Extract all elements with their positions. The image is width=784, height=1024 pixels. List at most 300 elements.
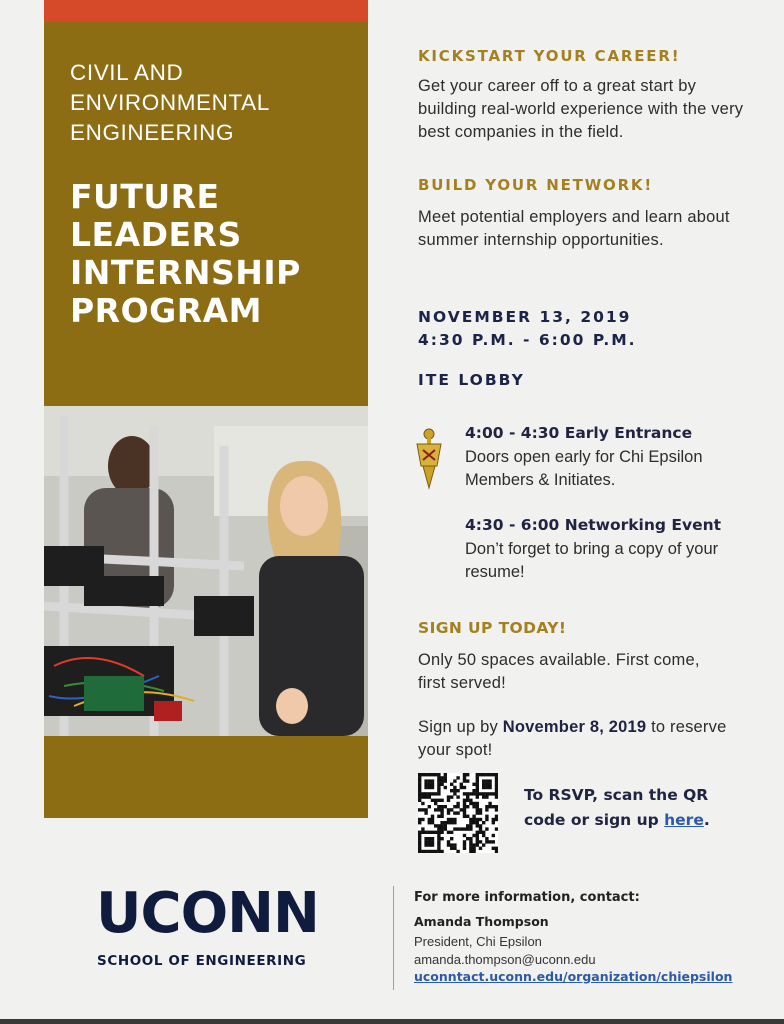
qr-module [437,850,440,853]
qr-module [434,799,437,802]
qr-module [434,850,437,853]
qr-module [472,815,475,818]
qr-module [447,811,450,814]
students-lab-photo [44,406,368,736]
qr-module [482,792,485,795]
qr-module [476,840,479,843]
qr-module [469,837,472,840]
qr-module [485,808,488,811]
qr-module [495,850,498,853]
qr-module [447,818,450,821]
qr-module [447,795,450,798]
qr-module [482,786,485,789]
qr-module [434,808,437,811]
qr-module [476,792,479,795]
qr-module [495,773,498,776]
qr-module [495,786,498,789]
qr-module [485,837,488,840]
qr-module [460,827,463,830]
contact-name: Amanda Thompson [414,914,549,929]
qr-module [428,773,431,776]
qr-module [485,779,488,782]
qr-module [444,805,447,808]
qr-module [495,795,498,798]
qr-module [440,827,443,830]
qr-module [463,808,466,811]
qr-module [440,850,443,853]
qr-module [476,808,479,811]
qr-module [463,834,466,837]
qr-module [492,805,495,808]
qr-module [495,847,498,850]
qr-module [495,776,498,779]
qr-module [418,831,421,834]
qr-module [482,795,485,798]
qr-module [479,827,482,830]
qr-module [424,808,427,811]
qr-module [453,792,456,795]
qr-module [418,840,421,843]
qr-module [495,792,498,795]
qr-module [476,776,479,779]
deadline-prefix: Sign up by [418,718,503,736]
qr-module [418,786,421,789]
qr-module [466,837,469,840]
qr-module [485,792,488,795]
chi-epsilon-badge-icon [414,428,444,490]
qr-module [444,779,447,782]
department-name: CIVIL AND ENVIRONMENTAL ENGINEERING [70,60,270,145]
signup-deadline [418,716,748,762]
qr-module [424,783,427,786]
qr-module [440,799,443,802]
qr-module [437,824,440,827]
qr-module [450,789,453,792]
qr-module [424,831,427,834]
qr-module [437,799,440,802]
qr-module [421,773,424,776]
qr-module [434,831,437,834]
qr-module [428,850,431,853]
qr-module [453,811,456,814]
qr-module [434,773,437,776]
qr-module [418,773,421,776]
rsvp-here-link[interactable]: here [664,811,704,829]
qr-module [492,773,495,776]
event-date: NOVEMBER 13, 2019 [418,308,632,326]
qr-module [476,811,479,814]
qr-module [424,786,427,789]
qr-module [463,847,466,850]
rsvp-text: To RSVP, scan the QR code or sign up [524,786,709,829]
qr-module [428,783,431,786]
qr-module [421,795,424,798]
qr-module [418,818,421,821]
qr-module [421,818,424,821]
qr-module [485,773,488,776]
event-time: 4:30 P.M. - 6:00 P.M. [418,331,637,349]
qr-module [479,773,482,776]
qr-module [456,827,459,830]
qr-module [479,792,482,795]
qr-module [434,792,437,795]
qr-module [431,843,434,846]
qr-module [466,779,469,782]
qr-module [469,792,472,795]
qr-module [421,850,424,853]
title-line: INTERNSHIP [70,253,301,292]
qr-module [437,847,440,850]
qr-module [437,808,440,811]
qr-module [431,840,434,843]
title-line: LEADERS [70,215,242,254]
qr-module [492,847,495,850]
qr-module [437,779,440,782]
qr-module [431,837,434,840]
qr-module [453,843,456,846]
qr-module [482,783,485,786]
rsvp-instructions [524,783,744,833]
qr-module [472,850,475,853]
qr-module [469,818,472,821]
qr-module [421,792,424,795]
uconn-logo: UCONN [96,881,319,946]
qr-module [428,837,431,840]
qr-module [472,821,475,824]
qr-module [428,818,431,821]
qr-module [424,795,427,798]
qr-module [431,821,434,824]
qr-module [450,783,453,786]
qr-module [437,773,440,776]
school-name: SCHOOL OF ENGINEERING [97,953,307,969]
qr-module [469,840,472,843]
qr-module [476,795,479,798]
title-line: PROGRAM [70,291,263,330]
qr-module [482,843,485,846]
qr-module [418,834,421,837]
qr-module [463,827,466,830]
qr-module [418,837,421,840]
qr-module [476,821,479,824]
qr-module [463,773,466,776]
qr-module [424,837,427,840]
qr-module [440,831,443,834]
qr-module [472,834,475,837]
qr-module [463,776,466,779]
qr-module [440,815,443,818]
early-entrance-title: 4:00 - 4:30 Early Entrance [465,424,693,442]
qr-module [469,799,472,802]
qr-module [476,773,479,776]
qr-module [418,783,421,786]
qr-module [482,779,485,782]
qr-module [418,776,421,779]
qr-module [424,843,427,846]
qr-module [466,799,469,802]
qr-module [424,811,427,814]
qr-module [463,802,466,805]
qr-module [469,827,472,830]
qr-module [431,850,434,853]
qr-module [434,824,437,827]
qr-module [428,786,431,789]
qr-module [466,795,469,798]
qr-module [469,824,472,827]
qr-module [495,779,498,782]
qr-module [437,776,440,779]
qr-module [453,821,456,824]
qr-module [437,792,440,795]
qr-module [424,792,427,795]
early-entrance-text: Doors open early for Chi Epsilon Members & Initiates. [465,448,703,489]
qr-module [476,834,479,837]
qr-module [463,805,466,808]
program-title [70,178,365,330]
qr-module [431,786,434,789]
qr-module [476,818,479,821]
signup-body: Only 50 spaces available. First come, first served! [418,651,700,692]
qr-module [466,792,469,795]
signup-heading: SIGN UP TODAY! [418,619,567,637]
qr-module [437,834,440,837]
qr-module [453,786,456,789]
qr-module [440,783,443,786]
kickstart-heading: KICKSTART YOUR CAREER! [418,47,681,65]
qr-module [472,802,475,805]
qr-module [485,827,488,830]
qr-module [428,840,431,843]
qr-module [469,843,472,846]
qr-module [437,815,440,818]
qr-module [479,818,482,821]
qr-module [472,789,475,792]
qr-module [450,821,453,824]
rsvp-period: . [703,811,710,829]
qr-module [447,840,450,843]
qr-module [479,824,482,827]
qr-module [418,792,421,795]
qr-module [476,779,479,782]
kickstart-body: Get your career off to a great start by building real-world experience with the very best companies in the field. [418,77,744,141]
qr-module [479,808,482,811]
qr-module [450,837,453,840]
qr-module [421,808,424,811]
qr-module [460,783,463,786]
qr-module [424,779,427,782]
qr-module [492,792,495,795]
qr-module [495,783,498,786]
qr-module [440,811,443,814]
qr-module [456,789,459,792]
qr-module [453,818,456,821]
qr-module [437,789,440,792]
qr-module [421,831,424,834]
qr-module [418,799,421,802]
qr-module [476,837,479,840]
qr-module [460,808,463,811]
qr-module [440,824,443,827]
qr-module [472,805,475,808]
qr-module [456,850,459,853]
qr-module [482,821,485,824]
qr-module [437,831,440,834]
qr-module [431,831,434,834]
qr-module [466,805,469,808]
event-location: ITE LOBBY [418,371,525,389]
qr-module [472,843,475,846]
qr-module [431,792,434,795]
qr-module [447,821,450,824]
qr-module [466,824,469,827]
qr-module [485,840,488,843]
qr-module [440,821,443,824]
qr-module [450,795,453,798]
qr-module [431,818,434,821]
qr-module [444,827,447,830]
top-accent-strip [44,0,368,22]
qr-module [447,799,450,802]
qr-module [469,850,472,853]
qr-module [428,792,431,795]
qr-module [431,773,434,776]
qr-module [437,786,440,789]
qr-module [485,795,488,798]
qr-module [466,815,469,818]
qr-module [476,789,479,792]
qr-module [492,834,495,837]
qr-module [428,831,431,834]
qr-module [437,827,440,830]
qr-module [463,811,466,814]
contact-heading: For more information, contact: [414,890,640,905]
qr-module [472,783,475,786]
qr-module [485,786,488,789]
qr-module [456,811,459,814]
qr-module [476,824,479,827]
qr-module [440,776,443,779]
qr-module [450,818,453,821]
qr-module [450,808,453,811]
qr-module [488,805,491,808]
qr-module [418,808,421,811]
qr-module [463,799,466,802]
qr-module [463,786,466,789]
qr-module [453,789,456,792]
qr-module [495,815,498,818]
qr-module [444,821,447,824]
qr-module [482,834,485,837]
qr-module [463,779,466,782]
qr-module [479,840,482,843]
qr-module [485,783,488,786]
bottom-rule [0,1019,784,1024]
qr-module [469,821,472,824]
qr-module [424,840,427,843]
deadline-date: November 8, 2019 [502,718,647,736]
qr-module [482,773,485,776]
qr-module [456,802,459,805]
qr-module [479,811,482,814]
qr-module [488,783,491,786]
qr-module [418,843,421,846]
contact-url-link[interactable]: uconntact.uconn.edu/organization/chiepsilon [414,969,733,984]
qr-module [485,805,488,808]
qr-module [424,773,427,776]
qr-module [476,783,479,786]
qr-module [444,773,447,776]
qr-module [418,850,421,853]
qr-module [447,843,450,846]
qr-module [437,783,440,786]
rsvp-qr-code[interactable] [418,773,498,853]
qr-module [444,786,447,789]
qr-module [428,795,431,798]
qr-module [437,843,440,846]
network-heading: BUILD YOUR NETWORK! [418,176,654,194]
qr-module [485,815,488,818]
qr-module [431,779,434,782]
qr-module [488,773,491,776]
qr-module [456,805,459,808]
qr-module [418,789,421,792]
qr-module [466,773,469,776]
title-line: FUTURE [70,177,220,216]
qr-module [463,792,466,795]
networking-event-text: Don’t forget to bring a copy of your resume! [465,540,719,581]
qr-module [421,827,424,830]
qr-module [479,831,482,834]
qr-module [482,831,485,834]
qr-module [456,795,459,798]
qr-module [469,847,472,850]
qr-module [488,779,491,782]
contact-email[interactable]: amanda.thompson@uconn.edu [414,952,596,967]
qr-module [428,805,431,808]
qr-module [495,808,498,811]
qr-module [437,837,440,840]
qr-module [492,840,495,843]
qr-module [495,827,498,830]
qr-module [424,850,427,853]
qr-module [469,802,472,805]
qr-module [476,831,479,834]
qr-module [488,840,491,843]
networking-event-title: 4:30 - 6:00 Networking Event [465,516,722,534]
qr-module [488,802,491,805]
qr-module [428,821,431,824]
qr-module [450,843,453,846]
qr-module [431,783,434,786]
qr-module [495,818,498,821]
qr-module [476,802,479,805]
qr-module [495,805,498,808]
qr-module [463,815,466,818]
footer-divider [393,886,394,990]
qr-module [447,808,450,811]
qr-module [492,821,495,824]
qr-module [476,843,479,846]
qr-module [450,831,453,834]
qr-module [453,779,456,782]
qr-module [472,818,475,821]
qr-module [437,840,440,843]
qr-module [492,818,495,821]
qr-module [453,847,456,850]
qr-module [485,818,488,821]
deadline-suffix: to reserve your spot! [418,718,727,759]
qr-module [444,776,447,779]
